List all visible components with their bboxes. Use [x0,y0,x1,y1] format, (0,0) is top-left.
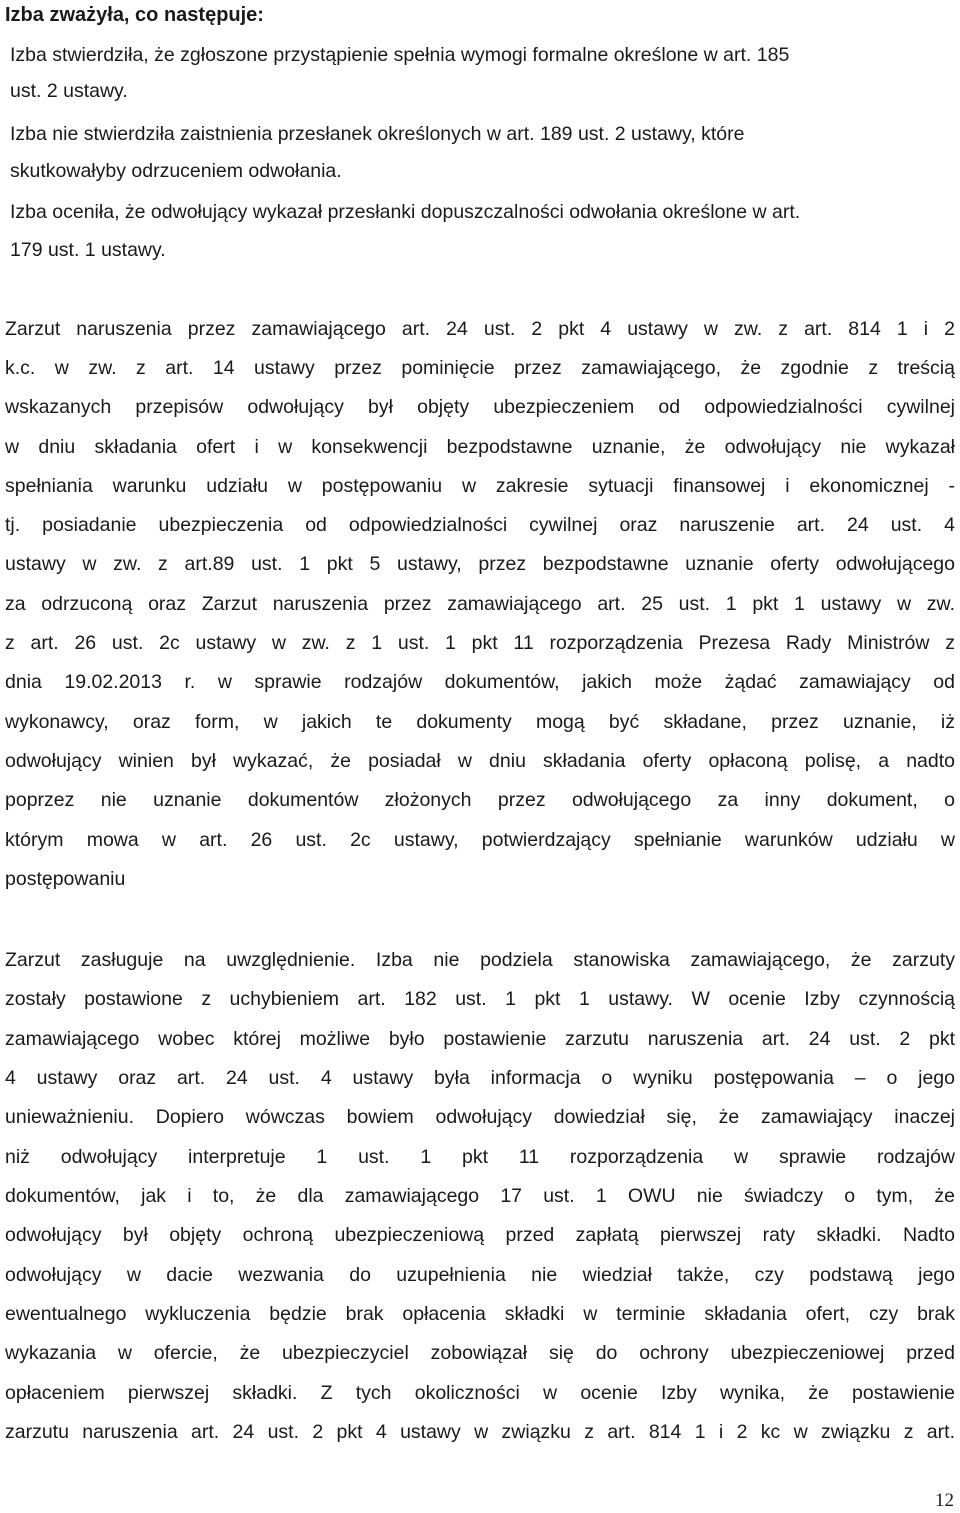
zarzut-line: spełniania warunku udziału w postępowaniu w zakresie sytuacji finansowej i ekonomicznej - [5,475,955,497]
zarzut-line: w dniu składania ofert i w konsekwencji bezpodstawne uznanie, że odwołujący nie wykazał [5,436,955,458]
uzasadnienie-line: wykazania w ofercie, że ubezpieczyciel zobowiązał się do ochrony ubezpieczeniowej przed [5,1342,955,1364]
zarzut-line: wykonawcy, oraz form, w jakich te dokumenty mogą być składane, przez uznanie, iż [5,711,955,733]
zarzut-line: tj. posiadanie ubezpieczenia od odpowiedzialności cywilnej oraz naruszenie art. 24 ust. 4 [5,514,955,536]
section-heading: Izba zważyła, co następuje: [5,4,264,26]
uzasadnienie-line: zostały postawione z uchybieniem art. 182 ust. 1 pkt 1 ustawy. W ocenie Izby czynnością [5,988,955,1010]
uzasadnienie-line: zarzutu naruszenia art. 24 ust. 2 pkt 4 ustawy w związku z art. 814 1 i 2 kc w związku z art. [5,1421,955,1443]
zarzut-line: z art. 26 ust. 2c ustawy w zw. z 1 ust. 1 pkt 11 rozporządzenia Prezesa Rady Ministrów z [5,632,955,654]
uzasadnienie-line: opłaceniem pierwszej składki. Z tych okoliczności w ocenie Izby wynika, że postawienie [5,1382,955,1404]
uzasadnienie-line: dokumentów, jak i to, że dla zamawiającego 17 ust. 1 OWU nie świadczy o tym, że [5,1185,955,1207]
zarzut-line: którym mowa w art. 26 ust. 2c ustawy, potwierdzający spełnianie warunków udziału w [5,829,955,851]
zarzut-line: Zarzut naruszenia przez zamawiającego art. 24 ust. 2 pkt 4 ustawy w zw. z art. 814 1 i 2 [5,318,955,340]
zarzut-line: ustawy w zw. z art.89 ust. 1 pkt 5 ustawy, przez bezpodstawne uznanie oferty odwołującego [5,553,955,575]
uzasadnienie-line: zamawiającego wobec której możliwe było postawienie zarzutu naruszenia art. 24 ust. 2 pkt [5,1028,955,1050]
intro-line: Izba stwierdziła, że zgłoszone przystąpienie spełnia wymogi formalne określone w art. 185 [10,44,790,66]
zarzut-line: wskazanych przepisów odwołujący był objęty ubezpieczeniem od odpowiedzialności cywilnej [5,396,955,418]
page-number: 12 [935,1490,954,1511]
zarzut-line: odwołujący winien był wykazać, że posiadał w dniu składania oferty opłaconą polisę, a nadto [5,750,955,772]
intro-line: 179 ust. 1 ustawy. [10,239,166,261]
uzasadnienie-line: unieważnieniu. Dopiero wówczas bowiem odwołujący dowiedział się, że zamawiający inaczej [5,1106,955,1128]
uzasadnienie-line: 4 ustawy oraz art. 24 ust. 4 ustawy była informacja o wyniku postępowania – o jego [5,1067,955,1089]
intro-line: ust. 2 ustawy. [10,80,128,102]
intro-line: skutkowałyby odrzuceniem odwołania. [10,160,342,182]
uzasadnienie-line: niż odwołujący interpretuje 1 ust. 1 pkt 11 rozporządzenia w sprawie rodzajów [5,1146,955,1168]
uzasadnienie-line: Zarzut zasługuje na uwzględnienie. Izba nie podziela stanowiska zamawiającego, że zarzuty [5,949,955,971]
intro-line: Izba oceniła, że odwołujący wykazał przesłanki dopuszczalności odwołania określone w art. [10,201,801,223]
zarzut-line: dnia 19.02.2013 r. w sprawie rodzajów dokumentów, jakich może żądać zamawiający od [5,671,955,693]
zarzut-line: k.c. w zw. z art. 14 ustawy przez pominięcie przez zamawiającego, że zgodnie z treścią [5,357,955,379]
zarzut-line: postępowaniu [5,868,126,890]
zarzut-line: za odrzuconą oraz Zarzut naruszenia przez zamawiającego art. 25 ust. 1 pkt 1 ustawy w zw. [5,593,955,615]
uzasadnienie-line: odwołujący był objęty ochroną ubezpieczeniową przed zapłatą pierwszej raty składki. Nadto [5,1224,955,1246]
intro-line: Izba nie stwierdziła zaistnienia przesłanek określonych w art. 189 ust. 2 ustawy, które [10,123,745,145]
uzasadnienie-line: odwołujący w dacie wezwania do uzupełnienia nie wiedział także, czy podstawą jego [5,1264,955,1286]
uzasadnienie-line: ewentualnego wykluczenia będzie brak opłacenia składki w terminie składania ofert, czy brak [5,1303,955,1325]
zarzut-line: poprzez nie uznanie dokumentów złożonych przez odwołującego za inny dokument, o [5,789,955,811]
